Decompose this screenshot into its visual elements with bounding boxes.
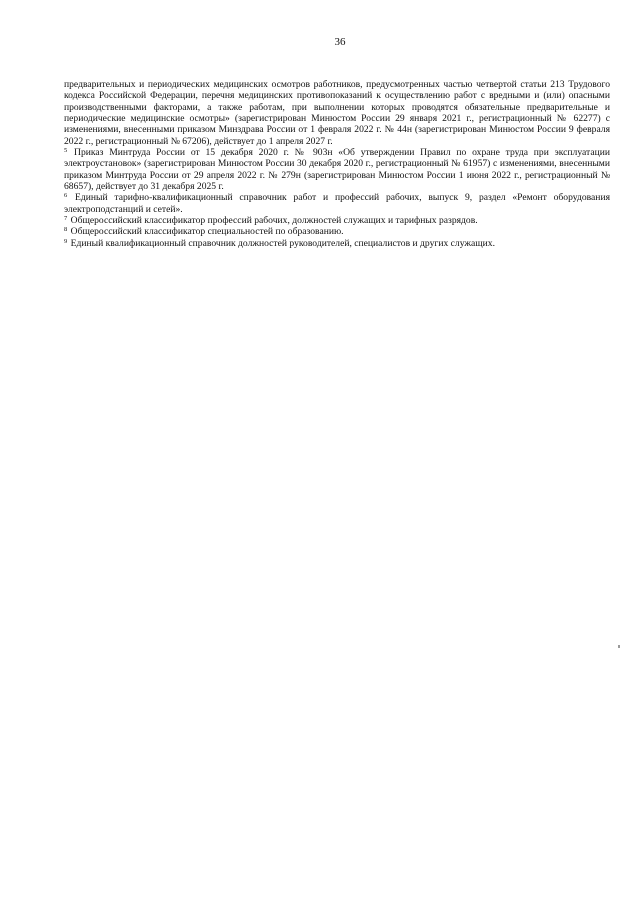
- footnote-marker: 7: [64, 215, 68, 223]
- footnote-marker: 6: [64, 192, 68, 200]
- footnote-marker: 9: [64, 237, 68, 245]
- footnote-text: Общероссийский классификатор специальностей по образованию.: [70, 226, 344, 238]
- footnote-text: Единый тарифно-квалификационный справочник работ и профессий рабочих, выпуск 9, раздел «Ремонт оборудования электроподстанций и сетей».: [64, 192, 610, 215]
- footnote-8: [64, 226, 610, 237]
- footnote-5: [64, 147, 610, 192]
- footnote-marker: 8: [64, 226, 68, 234]
- footnote-continuation: [64, 79, 610, 147]
- page-number: 36: [334, 36, 346, 48]
- footnotes-section: [64, 79, 610, 249]
- footnote-9: [64, 238, 610, 249]
- footnote-marker: 5: [64, 147, 68, 155]
- footnote-text: Общероссийский классификатор профессий рабочих, должностей служащих и тарифных разрядов.: [70, 215, 478, 227]
- footnote-text: предварительных и периодических медицинских осмотров работников, предусмотренных частью четвертой статьи 213 Трудового кодекса Российской Федерации, перечня медицинских противопоказаний к осуществлению работ с вредными и (или) опасными производственными факторами, а также работам, при выполнении которых проводятся обязательные предварительные и периодические медицинские осмотры» (зарегистрирован Минюстом России 29 января 2021 г., регистрационный № 62277) с изменениями, внесенными приказом Минздрава России от 1 февраля 2022 г. № 44н (зарегистрирован Минюстом России 9 февраля 2022 г., регистрационный № 67206), действует до 1 апреля 2027 г.: [64, 79, 610, 147]
- footnote-6: [64, 192, 610, 215]
- footnote-text: Единый квалификационный справочник должностей руководителей, специалистов и других служащих.: [70, 237, 495, 249]
- scan-speck: [618, 645, 620, 648]
- footnote-7: [64, 215, 610, 226]
- footnote-text: Приказ Минтруда России от 15 декабря 2020 г. № 903н «Об утверждении Правил по охране труда при эксплуатации электроустановок» (зарегистрирован Минюстом России 30 декабря 2020 г., регистрационный № 61957) с изменениями, внесенными приказом Минтруда России от 29 апреля 2022 г. № 279н (зарегистрирован Минюстом России 1 июня 2022 г., регистрационный № 68657), действует до 31 декабря 2025 г.: [64, 147, 610, 193]
